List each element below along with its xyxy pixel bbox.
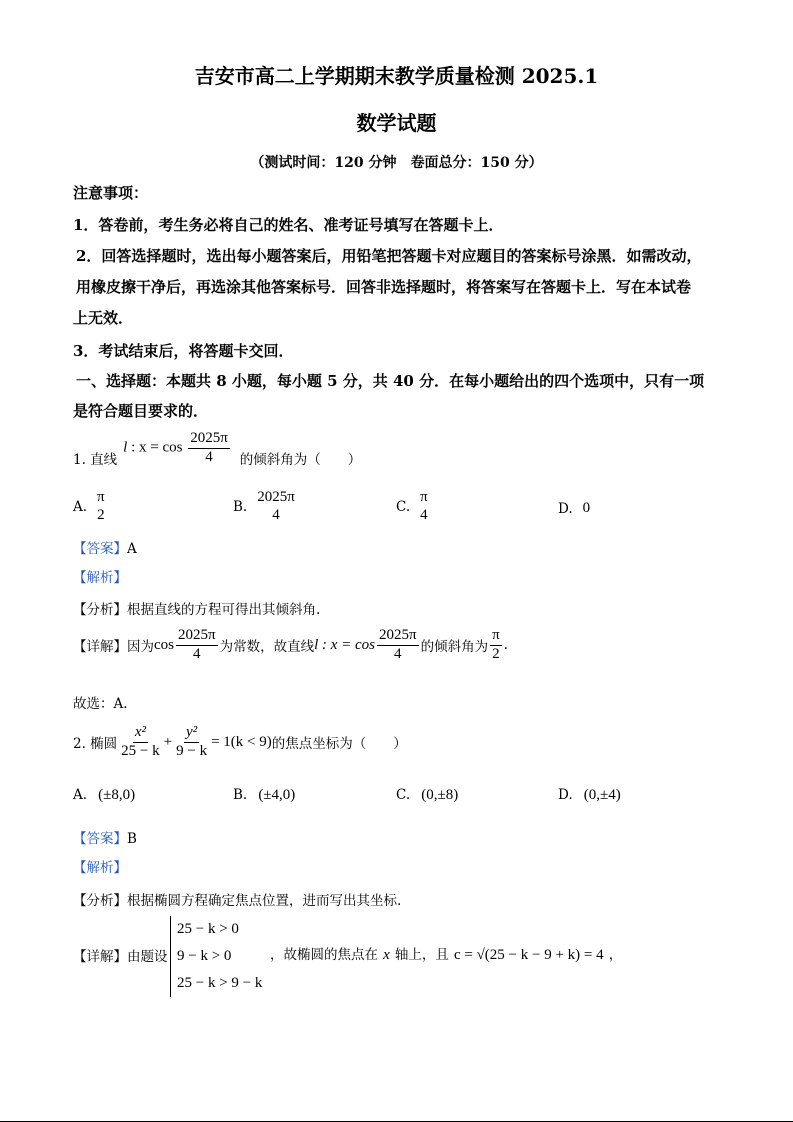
q1-fenxi: 【分析】根据直线的方程可得出其倾斜角. [73,602,321,618]
q2-fenxi: 【分析】根据椭圆方程确定焦点位置，进而写出其坐标. [73,893,402,909]
q1-analysis-tag: 【解析】 [73,570,127,586]
q2-xiangjie-rest: ，故椭圆的焦点在 x 轴上，且 c = √(25 − k − 9 + k) = 4 ， [270,947,623,963]
question-2-stem: 2. 椭圆 $\frac{\text{x²}}{25 - k}$ + $\frac{\text{y²}}{9 - k}$ = 1(k < 9) 的焦点坐标为（ ） [73,723,407,759]
q2-inequality-system: 25 − k > 0 9 − k > 0 25 − k > 9 − k [170,916,262,997]
q1-equation: l : x = cos $\frac{2025\pi}{4}$ [123,429,228,465]
q1-fraction: $\frac{2025\pi}{4}$ [190,429,228,465]
notes-item-2-line-1: 2．回答选择题时，选出每小题答案后，用铅笔把答题卡对应题目的答案标号涂黑．如需改动， [76,247,702,265]
section-1-line-2: 是符合题目要求的． [73,402,209,420]
q1-prefix: 1. 直线 [73,452,118,468]
q1-option-a: A. π 2 [73,489,105,523]
notes-item-2-line-3: 上无效． [73,309,134,327]
notes-item-2-line-2: 用橡皮擦干净后，再选涂其他答案标号．回答非选择题时，将答案写在答题卡上．写在本试卷 [76,278,692,296]
q1-suffix: 的倾斜角为（ ） [239,452,362,468]
q1-option-d: D. 0 [558,500,591,517]
page-title: 吉安市高二上学期期末教学质量检测 2025.1 [194,64,599,88]
question-1-stem [73,426,361,470]
q1-answer: 【答案】A [73,541,137,557]
q2-option-c: C. (0,±8) [396,787,459,803]
q2-xiangjie-lead: 【详解】由题设 [73,949,168,965]
q1-conclusion: 故选：A. [73,696,128,712]
page-subtitle: 数学试题 [356,111,437,135]
q2-option-a: A. (±8,0) [73,787,136,803]
exam-info: （测试时间：120 分钟 卷面总分：150 分） [250,155,543,171]
q2-option-b: B. (±4,0) [233,787,296,803]
q2-answer: 【答案】B [73,831,137,847]
q1-option-b: B. 2025π 4 [233,489,295,523]
q1-xiangjie: 【详解】 因为 cos $\frac{2025\pi}{4}$ 为常数，故直线 l : x = cos $\frac{2025\pi}{4}$ 的倾斜角为 $\frac{\pi}{2}$ . [73,626,508,662]
q1-option-c: C. π 4 [396,489,428,523]
notes-item-3: 3．考试结束后，将答题卡交回． [73,342,294,360]
notes-heading: 注意事项： [73,184,149,202]
notes-item-1: 1．答卷前，考生务必将自己的姓名、准考证号填写在答题卡上． [73,216,504,234]
section-1-line-1: 一、选择题：本题共 8 小题，每小题 5 分，共 40 分．在每小题给出的四个选项中，只有一项 [76,372,705,390]
q2-option-d: D. (0,±4) [558,787,621,803]
q2-analysis-tag: 【解析】 [73,860,127,876]
